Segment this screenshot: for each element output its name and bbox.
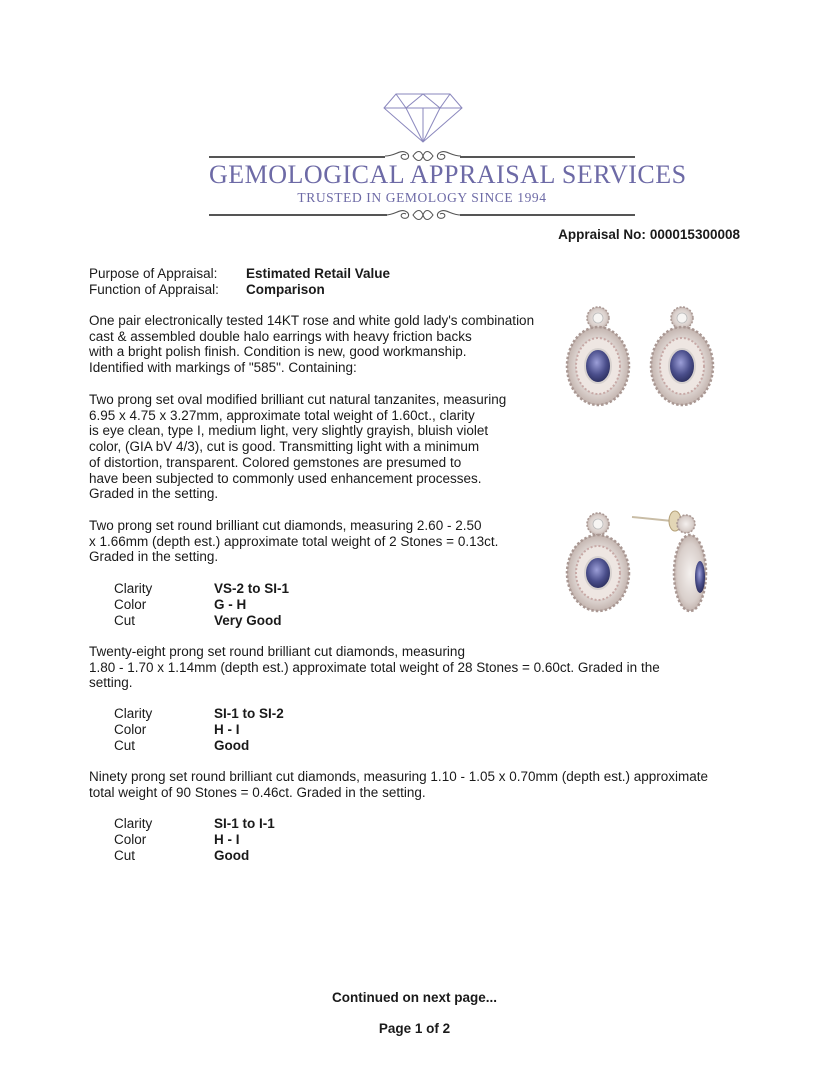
grade-value: Very Good bbox=[214, 613, 282, 628]
earring-right bbox=[651, 307, 713, 405]
grade-value: H - I bbox=[214, 722, 240, 737]
diamond-group-1-text: Two prong set round brilliant cut diamonds, measuring 2.60 - 2.50 x 1.66mm (depth est.) approximate total weight of 2 Stones = 0.13ct. Graded in the setting. bbox=[89, 518, 499, 565]
grade-value: SI-1 to I-1 bbox=[214, 816, 275, 831]
purpose-label: Purpose of Appraisal: bbox=[89, 266, 218, 281]
grade-row-color bbox=[114, 597, 289, 613]
continued-note: Continued on next page... bbox=[332, 990, 497, 1005]
company-name: GEMOLOGICAL APPRAISAL SERVICES bbox=[209, 160, 687, 189]
flourish-ornament-icon bbox=[385, 206, 461, 224]
function-label: Function of Appraisal: bbox=[89, 282, 219, 297]
grade-row-clarity bbox=[114, 706, 284, 722]
grade-label: Clarity bbox=[114, 581, 153, 596]
grade-value: H - I bbox=[214, 832, 240, 847]
diamond-group-2-text: Twenty-eight prong set round brilliant cut diamonds, measuring 1.80 - 1.70 x 1.14mm (depth est.) approximate total weight of 28 Stones = 0.60ct. Graded in the setting. bbox=[89, 644, 660, 691]
item-description: One pair electronically tested 14KT rose and white gold lady's combination cast & assembled double halo earrings with heavy friction backs with a bright polish finish. Condition is new, good workmanship. Identified with markings of "585". Containing: bbox=[89, 313, 535, 376]
diamond-group-2-grades bbox=[114, 706, 284, 754]
appraisal-number-value: 000015300008 bbox=[649, 227, 740, 242]
earrings-front-photo bbox=[560, 300, 720, 420]
page-number: Page 1 of 2 bbox=[378, 1021, 451, 1036]
earrings-side-photo bbox=[560, 505, 725, 625]
header-rule-top-right bbox=[460, 156, 635, 158]
grade-label: Cut bbox=[114, 738, 136, 753]
earring-left bbox=[567, 307, 629, 405]
grade-row-cut bbox=[114, 848, 275, 864]
grade-row-clarity bbox=[114, 816, 275, 832]
grade-label: Clarity bbox=[114, 706, 153, 721]
grade-row-color bbox=[114, 832, 275, 848]
grade-label: Cut bbox=[114, 613, 136, 628]
function-value: Comparison bbox=[246, 282, 325, 297]
grade-value: G - H bbox=[214, 597, 247, 612]
grade-row-cut bbox=[114, 738, 284, 754]
grade-value: Good bbox=[214, 848, 250, 863]
earring-profile-view bbox=[632, 511, 706, 611]
diamond-group-3-text: Ninety prong set round brilliant cut diamonds, measuring 1.10 - 1.05 x 0.70mm (depth est.) approximate total weight of 90 Stones = 0.46ct. Graded in the setting. bbox=[89, 769, 709, 800]
grade-label: Color bbox=[114, 722, 147, 737]
grade-row-clarity bbox=[114, 581, 289, 597]
company-tagline: TRUSTED IN GEMOLOGY SINCE 1994 bbox=[297, 190, 547, 205]
grade-label: Color bbox=[114, 832, 147, 847]
diamond-group-3-grades bbox=[114, 816, 275, 864]
appraisal-number bbox=[520, 227, 740, 242]
purpose-value: Estimated Retail Value bbox=[246, 266, 391, 281]
grade-value: VS-2 to SI-1 bbox=[214, 581, 290, 596]
function-row bbox=[89, 282, 325, 298]
grade-value: SI-1 to SI-2 bbox=[214, 706, 284, 721]
purpose-row bbox=[89, 266, 390, 282]
header-rule-top-left bbox=[209, 156, 385, 158]
header-rule-bottom-right bbox=[460, 214, 635, 216]
diamond-logo-icon bbox=[382, 92, 464, 144]
grade-row-color bbox=[114, 722, 284, 738]
appraisal-number-label: Appraisal No: bbox=[558, 227, 646, 242]
diamond-group-1-grades bbox=[114, 581, 289, 629]
grade-label: Clarity bbox=[114, 816, 153, 831]
grade-label: Cut bbox=[114, 848, 136, 863]
grade-value: Good bbox=[214, 738, 250, 753]
tanzanite-description: Two prong set oval modified brilliant cut natural tanzanites, measuring 6.95 x 4.75 x 3.27mm, approximate total weight of 1.60ct., clarity is eye clean, type I, medium light, very slightly grayish, bluish violet color, (GIA bV 4/3), cut is good. Transmitting light with a minimum of distortion, transparent. Colored gemstones are presumed to have been subjected to commonly used enhancement processes. Graded in the setting. bbox=[89, 392, 507, 502]
header-rule-bottom-left bbox=[209, 214, 387, 216]
earring-front-view bbox=[567, 513, 629, 611]
grade-row-cut bbox=[114, 613, 289, 629]
grade-label: Color bbox=[114, 597, 147, 612]
